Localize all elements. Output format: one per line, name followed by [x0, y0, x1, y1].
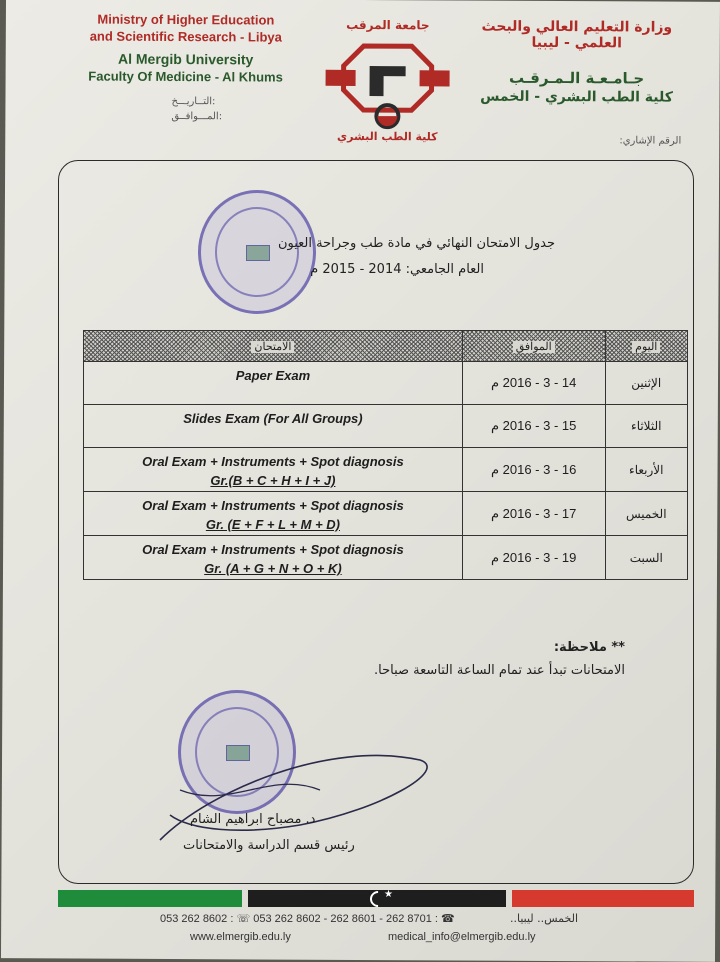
exam-cell: Oral Exam + Instruments + Spot diagnosis Gr.(B + C + H + I + J) — [84, 448, 463, 492]
day-cell: الخميس — [605, 492, 687, 536]
note-label: ** ملاحظة: — [553, 640, 625, 655]
date-cell: 15 - 3 - 2016 م — [462, 405, 605, 448]
official-stamp-top — [198, 190, 316, 314]
ministry-en-line2: and Scientific Research - Libya — [89, 28, 282, 45]
column-header-exam: الامتحان — [84, 331, 463, 362]
day-cell: الثلاثاء — [605, 405, 687, 448]
signatory-title: رئيس قسم الدراسة والامتحانات — [183, 838, 355, 853]
note-text: الامتحانات تبدأ عند تمام الساعة التاسعة صباحا. — [374, 663, 625, 678]
exam-cell: Slides Exam (For All Groups) — [84, 405, 463, 448]
exam-cell: Paper Exam — [84, 362, 463, 405]
date-cell: 17 - 3 - 2016 م — [462, 492, 605, 536]
column-header-day: اليوم — [605, 331, 687, 362]
faculty-ar: كلية الطب البشري - الخمس — [480, 88, 673, 106]
signatory-name: د. مصباح ابراهيم الشام — [190, 812, 316, 827]
column-header-date: الموافق — [462, 331, 605, 362]
logo-caption-bottom: كلية الطب البشري — [337, 129, 438, 144]
footer-website[interactable]: www.elmergib.edu.ly — [190, 931, 291, 943]
header-english — [75, 10, 296, 124]
footer-email[interactable]: medical_info@elmergib.edu.ly — [388, 931, 536, 943]
day-cell: الإثنين — [605, 362, 687, 405]
table-row — [84, 448, 688, 492]
flag-bar-green — [58, 890, 242, 907]
flag-bar-red — [512, 890, 694, 907]
table-header-row — [84, 331, 688, 362]
academic-year: العام الجامعي: 2014 - 2015 م — [310, 262, 484, 277]
footer-city: الخمس.. ليبيا.. — [510, 912, 579, 925]
star-icon: ★ — [384, 889, 393, 900]
table-row — [84, 492, 688, 536]
ministry-en-line1: Ministry of Higher Education — [97, 11, 275, 28]
university-ar: جـامـعـة الـمـرقـب — [508, 68, 645, 88]
footer-phones: 053 262 8602 : ☏ 053 262 8602 - 262 8601 - 262 8701 : ☎ — [160, 913, 455, 925]
logo-caption-top: جامعة المرقب — [346, 17, 430, 33]
date-cell: 14 - 3 - 2016 م — [462, 362, 605, 405]
ministry-ar: وزارة التعليم العالي والبحث العلمي - ليبيا — [481, 18, 673, 52]
day-cell: الأربعاء — [605, 448, 687, 492]
flag-icon — [246, 245, 270, 261]
date-cell: 19 - 3 - 2016 م — [462, 536, 605, 580]
corresponding-label: المـــوافــق: — [171, 110, 223, 123]
day-cell: السبت — [605, 536, 687, 580]
table-row — [84, 536, 688, 580]
faculty-en: Faculty Of Medicine - Al Khums — [88, 68, 283, 85]
date-label: التــاريـــخ: — [171, 95, 216, 108]
header-arabic — [461, 19, 692, 147]
exam-schedule-table — [83, 330, 688, 580]
reference-number-label: الرقم الإشاري: — [619, 135, 682, 147]
date-fields — [75, 93, 295, 124]
date-cell: 16 - 3 - 2016 م — [462, 448, 605, 492]
table-row — [84, 362, 688, 405]
exam-cell: Oral Exam + Instruments + Spot diagnosis Gr. (A + G + N + O + K) — [84, 536, 463, 580]
exam-cell: Oral Exam + Instruments + Spot diagnosis Gr. (E + F + L + M + D) — [84, 492, 463, 536]
document-title: جدول الامتحان النهائي في مادة طب وجراحة العيون — [277, 236, 555, 251]
university-logo — [323, 18, 452, 147]
table-row — [84, 405, 688, 448]
university-en: Al Mergib University — [117, 50, 254, 68]
logo-emblem-icon — [323, 26, 452, 137]
